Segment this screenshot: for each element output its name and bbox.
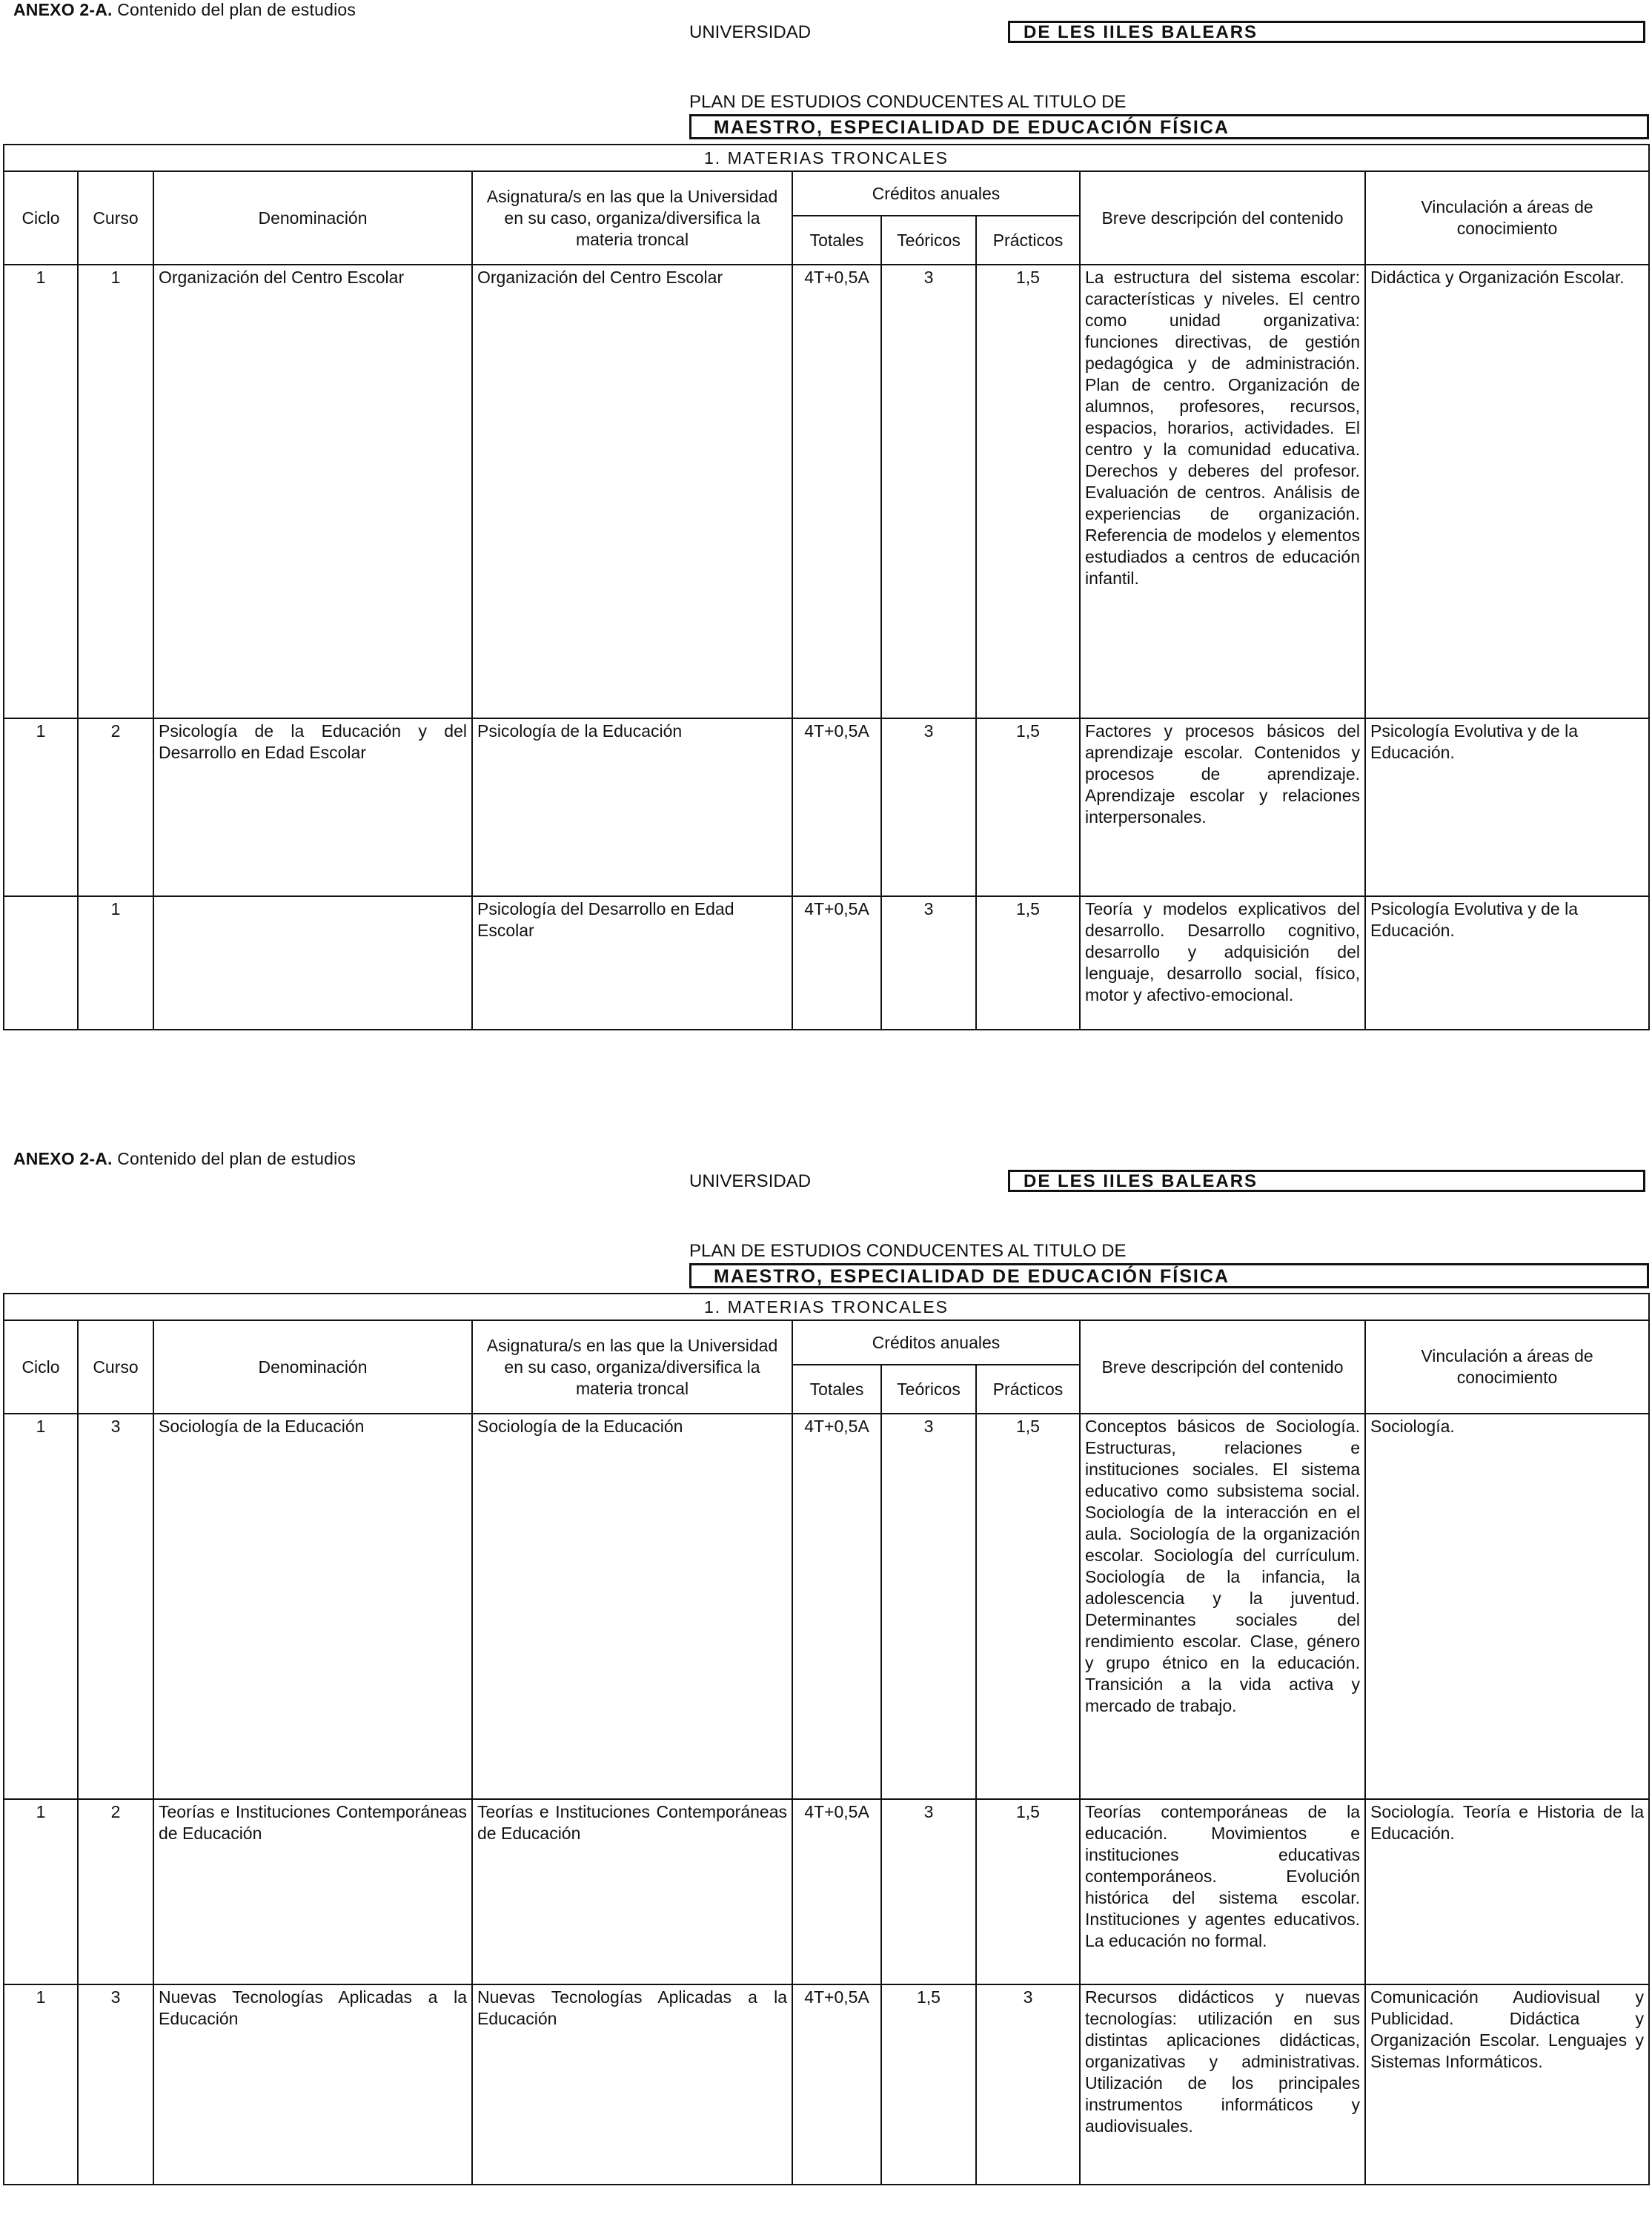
cell-descripcion: La estructura del sistema escolar: características y niveles. El centro como unidad organizativa: funciones directivas, de gestión pedagógica y de administración. Plan de centro. Organización de alumnos, profesores, recursos, espacios, horarios, actividades. El centro y la comunidad educativa. Derechos y deberes del profesor. Evaluación de centros. Análisis de experiencias de organización. Referencia de modelos y elementos estudiados a centros de educación infantil. <box>1080 265 1365 718</box>
cell-asignatura: Sociología de la Educación <box>472 1414 792 1799</box>
col-ciclo: Ciclo <box>4 1320 78 1414</box>
col-totales: Totales <box>792 216 881 265</box>
table-row <box>4 896 1649 1030</box>
col-descripcion: Breve descripción del contenido <box>1080 1320 1365 1414</box>
table-row <box>4 1414 1649 1799</box>
cell-descripcion: Teorías contemporáneas de la educación. Movimientos e instituciones educativas contemporáneos. Evolución histórica del sistema escolar. Instituciones y agentes educativos. La educación no formal. <box>1080 1799 1365 1984</box>
cell-teoricos: 3 <box>881 265 976 718</box>
cell-curso: 3 <box>78 1984 153 2185</box>
titulo-box: MAESTRO, ESPECIALIDAD DE EDUCACIÓN FÍSICA <box>689 114 1649 139</box>
cell-teoricos: 3 <box>881 1414 976 1799</box>
section-title: 1. MATERIAS TRONCALES <box>4 1294 1649 1320</box>
cell-ciclo: 1 <box>4 718 78 896</box>
cell-totales: 4T+0,5A <box>792 265 881 718</box>
table-row <box>4 1984 1649 2185</box>
cell-totales: 4T+0,5A <box>792 718 881 896</box>
cell-practicos: 1,5 <box>976 1799 1080 1984</box>
col-asignaturas: Asignatura/s en las que la Universidad en su caso, organiza/diversifica la materia troncal <box>472 171 792 265</box>
table-row <box>4 718 1649 896</box>
col-vinculacion: Vinculación a áreas de conocimiento <box>1365 1320 1649 1414</box>
universidad-label: UNIVERSIDAD <box>689 22 812 42</box>
cell-teoricos: 3 <box>881 718 976 896</box>
cell-asignatura: Psicología del Desarrollo en Edad Escolar <box>472 896 792 1030</box>
col-creditos: Créditos anuales <box>792 171 1080 216</box>
cell-teoricos: 1,5 <box>881 1984 976 2185</box>
cell-practicos: 1,5 <box>976 896 1080 1030</box>
cell-descripcion: Factores y procesos básicos del aprendizaje escolar. Contenidos y procesos de aprendizaje. Aprendizaje escolar y relaciones interpersonales. <box>1080 718 1365 896</box>
cell-asignatura: Organización del Centro Escolar <box>472 265 792 718</box>
cell-denominacion: Psicología de la Educación y del Desarrollo en Edad Escolar <box>153 718 472 896</box>
cell-curso: 1 <box>78 265 153 718</box>
anexo-title: ANEXO 2-A. Contenido del plan de estudios <box>13 0 356 19</box>
cell-teoricos: 3 <box>881 1799 976 1984</box>
col-descripcion: Breve descripción del contenido <box>1080 171 1365 265</box>
cell-ciclo: 1 <box>4 1414 78 1799</box>
plan-label: PLAN DE ESTUDIOS CONDUCENTES AL TITULO DE <box>689 92 1127 112</box>
universidad-name: DE LES IILES BALEARS <box>1008 1170 1645 1192</box>
cell-totales: 4T+0,5A <box>792 1799 881 1984</box>
cell-vinculacion: Sociología. <box>1365 1414 1649 1799</box>
cell-asignatura: Teorías e Instituciones Contemporáneas de Educación <box>472 1799 792 1984</box>
plan-label: PLAN DE ESTUDIOS CONDUCENTES AL TITULO DE <box>689 1241 1127 1261</box>
cell-totales: 4T+0,5A <box>792 896 881 1030</box>
cell-curso: 2 <box>78 718 153 896</box>
table-row <box>4 265 1649 718</box>
cell-denominacion: Teorías e Instituciones Contemporáneas de Educación <box>153 1799 472 1984</box>
section-title: 1. MATERIAS TRONCALES <box>4 145 1649 171</box>
col-curso: Curso <box>78 171 153 265</box>
cell-curso: 1 <box>78 896 153 1030</box>
col-denominacion: Denominación <box>153 171 472 265</box>
cell-vinculacion: Comunicación Audiovisual y Publicidad. Didáctica y Organización Escolar. Lenguajes y Sistemas Informáticos. <box>1365 1984 1649 2185</box>
cell-ciclo: 1 <box>4 1799 78 1984</box>
materias-table <box>3 144 1650 1030</box>
cell-practicos: 3 <box>976 1984 1080 2185</box>
cell-asignatura: Nuevas Tecnologías Aplicadas a la Educación <box>472 1984 792 2185</box>
col-totales: Totales <box>792 1365 881 1414</box>
table-row <box>4 1799 1649 1984</box>
cell-vinculacion: Psicología Evolutiva y de la Educación. <box>1365 896 1649 1030</box>
cell-descripcion: Teoría y modelos explicativos del desarrollo. Desarrollo cognitivo, desarrollo y adquisición del lenguaje, desarrollo social, físico, motor y afectivo-emocional. <box>1080 896 1365 1030</box>
cell-curso: 2 <box>78 1799 153 1984</box>
cell-vinculacion: Psicología Evolutiva y de la Educación. <box>1365 718 1649 896</box>
materias-table <box>3 1293 1650 2185</box>
cell-denominacion: Nuevas Tecnologías Aplicadas a la Educación <box>153 1984 472 2185</box>
universidad-name: DE LES IILES BALEARS <box>1008 21 1645 43</box>
cell-practicos: 1,5 <box>976 1414 1080 1799</box>
cell-totales: 4T+0,5A <box>792 1414 881 1799</box>
col-ciclo: Ciclo <box>4 171 78 265</box>
universidad-label: UNIVERSIDAD <box>689 1171 812 1191</box>
cell-ciclo: 1 <box>4 1984 78 2185</box>
cell-denominacion <box>153 896 472 1030</box>
cell-ciclo <box>4 896 78 1030</box>
cell-vinculacion: Didáctica y Organización Escolar. <box>1365 265 1649 718</box>
col-practicos: Prácticos <box>976 216 1080 265</box>
cell-curso: 3 <box>78 1414 153 1799</box>
col-vinculacion: Vinculación a áreas de conocimiento <box>1365 171 1649 265</box>
cell-totales: 4T+0,5A <box>792 1984 881 2185</box>
anexo-title: ANEXO 2-A. Contenido del plan de estudios <box>13 1149 356 1168</box>
cell-descripcion: Conceptos básicos de Sociología. Estructuras, relaciones e instituciones sociales. El sistema educativo como subsistema social. Sociología de la interacción en el aula. Sociología de la organización escolar. Sociología del currículum. Sociología de la infancia, la adolescencia y la juventud. Determinantes sociales del rendimiento escolar. Clase, género y grupo étnico en la educación. Transición a la vida activa y mercado de trabajo. <box>1080 1414 1365 1799</box>
cell-denominacion: Sociología de la Educación <box>153 1414 472 1799</box>
cell-ciclo: 1 <box>4 265 78 718</box>
col-denominacion: Denominación <box>153 1320 472 1414</box>
cell-practicos: 1,5 <box>976 718 1080 896</box>
col-teoricos: Teóricos <box>881 1365 976 1414</box>
cell-vinculacion: Sociología. Teoría e Historia de la Educación. <box>1365 1799 1649 1984</box>
col-asignaturas: Asignatura/s en las que la Universidad en su caso, organiza/diversifica la materia troncal <box>472 1320 792 1414</box>
col-creditos: Créditos anuales <box>792 1320 1080 1365</box>
cell-denominacion: Organización del Centro Escolar <box>153 265 472 718</box>
titulo-box: MAESTRO, ESPECIALIDAD DE EDUCACIÓN FÍSICA <box>689 1263 1649 1288</box>
cell-descripcion: Recursos didácticos y nuevas tecnologías: utilización en sus distintas aplicaciones didácticas, organizativas y administrativas. Utilización de los principales instrumentos informáticos y audiovisuales. <box>1080 1984 1365 2185</box>
cell-practicos: 1,5 <box>976 265 1080 718</box>
col-teoricos: Teóricos <box>881 216 976 265</box>
cell-teoricos: 3 <box>881 896 976 1030</box>
cell-asignatura: Psicología de la Educación <box>472 718 792 896</box>
col-practicos: Prácticos <box>976 1365 1080 1414</box>
col-curso: Curso <box>78 1320 153 1414</box>
